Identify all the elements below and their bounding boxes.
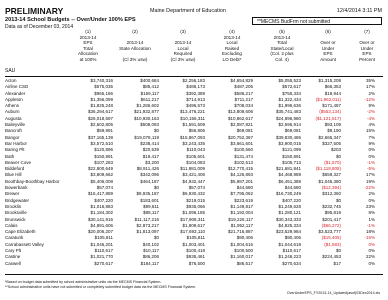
value-cell-col3: $714,913	[186, 96, 205, 102]
value-cell-col1: $1,021,770	[90, 254, 113, 260]
value-cell-col7: 22%	[365, 254, 375, 260]
value-cell-col3: $4,932,447	[182, 178, 205, 184]
sau-name-cell: Cary Plt	[5, 248, 22, 254]
value-cell-col6: $0	[335, 197, 341, 203]
value-cell-col3: $100,418	[186, 248, 205, 254]
value-cell-col2: $183,601	[140, 197, 159, 203]
sau-name-cell: Bowerbank	[5, 185, 28, 191]
value-cell-col5: $44,680	[284, 185, 301, 191]
value-cell-col4: $69,081	[236, 128, 253, 134]
value-cell-col1: $270,617	[94, 260, 113, 266]
value-cell-col3: $17,908,311	[180, 216, 205, 222]
value-cell-col6: $327,505	[322, 140, 341, 146]
value-cell-col5: $755,334	[282, 90, 301, 96]
value-cell-col6: $201,417	[322, 216, 341, 222]
value-cell-col1: $1,046,201	[90, 241, 113, 247]
sau-name-cell: Caratunk	[5, 235, 24, 241]
value-cell-col2: $10,117	[143, 248, 159, 254]
value-cell-col5: $6,451,388	[278, 178, 301, 184]
value-cell-col1: $20,006,207	[87, 229, 113, 235]
sau-name-cell: Carrabassett Valley	[5, 241, 44, 247]
value-cell-col2: $21,932,877	[133, 109, 159, 115]
column-header-line: Local	[226, 40, 238, 46]
value-cell-col6: ($66,272)	[321, 222, 341, 228]
value-cell-col1: $26,018,597	[87, 115, 113, 121]
column-header-4	[208, 29, 256, 63]
value-cell-col7: 0%	[368, 241, 375, 247]
value-cell-col5: $110,617	[282, 248, 301, 254]
value-cell-col6: ($15,405)	[321, 235, 341, 241]
sau-name-cell: Appleton	[5, 96, 23, 102]
value-cell-col7: -2%	[366, 109, 375, 115]
sau-name-cell: Boothbay-Boothbay Harbor	[5, 178, 60, 184]
sau-name-cell: Athens	[5, 103, 20, 109]
column-header-line: Over or	[320, 40, 336, 46]
value-cell-col7: 1%	[368, 216, 375, 222]
value-cell-col7: 9%	[368, 103, 375, 109]
value-cell-col2: $19,417	[142, 153, 159, 159]
sau-name-cell: Brewer	[5, 191, 20, 197]
value-cell-col3: $17,693,110	[180, 229, 205, 235]
value-cell-col4: $1,160,017	[230, 254, 253, 260]
column-header-line: EPS	[362, 51, 372, 57]
value-cell-col6: $1,315,208	[318, 78, 341, 83]
value-cell-col3: $110,043	[186, 147, 205, 153]
sau-name-cell: Biddeford	[5, 166, 25, 172]
value-cell-col2: $1,286,602	[136, 103, 159, 109]
value-cell-col3: $10,156,311	[180, 115, 205, 121]
value-cell-col1: $1,825,248	[90, 103, 113, 109]
column-number: (6)	[325, 29, 331, 34]
value-cell-col7: 0%	[368, 153, 375, 159]
column-header-line: Required	[173, 51, 193, 57]
value-cell-col2: $464,187	[140, 178, 159, 184]
value-cell-col1: $59,891	[96, 128, 113, 134]
value-cell-col6: $203	[330, 147, 341, 153]
value-cell-col7: 2%	[368, 90, 375, 96]
value-cell-col7: -4%	[366, 115, 375, 121]
value-cell-col6: $232,745	[322, 203, 341, 209]
value-cell-col6: ($1,118,808)	[315, 166, 341, 172]
value-cell-col2: $8,935,187	[136, 191, 159, 197]
sau-name-cell: Bridgewater	[5, 197, 30, 203]
column-header-1	[66, 29, 110, 63]
column-number: (4)	[229, 29, 235, 34]
value-cell-col7: -22%	[364, 185, 375, 191]
column-header-line: at 100%	[79, 56, 97, 62]
value-cell-col7: 0%	[368, 260, 375, 266]
value-cell-col3: $2,256,183	[182, 78, 205, 83]
value-cell-col1: $16,417,889	[87, 191, 113, 197]
value-cell-col3: $1,809,617	[182, 222, 205, 228]
value-cell-col2: $20,539	[142, 147, 159, 153]
header-divider	[5, 76, 383, 77]
value-cell-col1: $105,811	[94, 235, 113, 241]
value-cell-col3: $219,015	[186, 197, 205, 203]
department-name: Maine Department of Education	[150, 8, 226, 14]
value-cell-col4: $44,680	[236, 185, 253, 191]
value-cell-col2: $11,117,216	[134, 216, 159, 222]
value-cell-col1: $575,035	[94, 84, 113, 90]
value-cell-col1: $4,891,606	[90, 222, 113, 228]
value-cell-col2: $0	[153, 235, 159, 241]
sau-name-cell: Bangor	[5, 134, 20, 140]
column-header-line: Under	[321, 45, 335, 51]
value-cell-col2: $169,117	[140, 90, 159, 96]
value-cell-col3: $3,243,435	[182, 140, 205, 146]
value-cell-col2: $8,911,426	[136, 166, 159, 172]
value-cell-col7: 0%	[368, 147, 375, 153]
value-cell-col5: $21,681,841	[275, 166, 301, 172]
value-cell-col1: $1,184,302	[90, 210, 113, 216]
value-cell-col4: $20,752,367	[227, 134, 253, 140]
footnote-2: **School administrative units have not submitted or completely submitted budget data via the MECMS Financial System.	[5, 285, 197, 289]
value-cell-col7: 7%	[368, 134, 375, 140]
value-cell-col4: $708,034	[234, 103, 253, 109]
as-of-date: Data as of December 03, 2014	[5, 24, 74, 30]
value-cell-col7: 2%	[368, 191, 375, 197]
value-cell-col7: -1%	[366, 222, 375, 228]
value-cell-col5: $150,891	[282, 153, 301, 159]
value-cell-col5: $35,741,483	[275, 109, 301, 115]
value-cell-col7: 17%	[365, 84, 375, 90]
value-cell-col7: -15%	[364, 235, 375, 241]
mecms-note-box: **MECMS BudFrm not submitted	[252, 17, 382, 25]
value-cell-col2: $85,412	[142, 84, 159, 90]
value-cell-col7: 17%	[365, 172, 375, 178]
value-cell-col5: $1,322,434	[278, 96, 301, 102]
value-cell-col5: $4,468,989	[278, 172, 301, 178]
report-timestamp: 12/4/2014 3:11 PM	[336, 8, 382, 14]
value-cell-col3: $392,389	[186, 90, 205, 96]
value-cell-col5: $1,044,618	[278, 241, 301, 247]
value-cell-col1: $3,809,662	[90, 172, 113, 178]
value-cell-col3: $13,476,221	[179, 109, 205, 115]
value-cell-col1: $150,891	[94, 153, 113, 159]
value-cell-col4: $5,987,201	[230, 178, 253, 184]
footnote-1: *Based on budget data submitted by school administrative units via the MECMS Financial System.	[5, 280, 162, 284]
value-cell-col3: $486,173	[186, 84, 205, 90]
value-cell-col2: $184,117	[140, 260, 159, 266]
value-cell-col3: $1,591,509	[182, 122, 205, 128]
column-header-line: Under	[360, 45, 374, 51]
value-cell-col5: $1,246,223	[278, 254, 301, 260]
value-cell-col4: $86,517	[236, 260, 253, 266]
column-header-line: Amount	[320, 56, 336, 62]
value-cell-col5: $270,634	[282, 260, 301, 266]
report-title: 2013-14 School Budgets -- Over/Under 100% EPS	[5, 17, 136, 23]
value-cell-col3: $3,421,406	[182, 172, 205, 178]
value-cell-col5: $16,730,249	[275, 191, 301, 197]
value-cell-col7: 8%	[368, 210, 375, 216]
file-info: OverUnderEPS_FY2013-14_Updated(asof)03Dec2014.xls	[286, 291, 380, 295]
value-cell-col1: $2,502,805	[90, 122, 113, 128]
column-header-line: LO Debt*	[222, 56, 242, 62]
value-cell-col5: $121,099	[282, 147, 301, 153]
value-cell-col3: $935,066	[186, 203, 205, 209]
sau-name-cell: Airline CSD	[5, 84, 29, 90]
value-cell-col6: ($553,134)	[319, 109, 341, 115]
value-cell-col7: 0%	[368, 197, 375, 203]
value-cell-col5: $1,249,628	[278, 203, 301, 209]
value-cell-col4: $21,716,887	[227, 229, 253, 235]
value-cell-col6: $2,665,347	[318, 134, 341, 140]
column-number: (2)	[132, 29, 138, 34]
value-cell-col1: $120,896	[94, 147, 113, 153]
value-cell-col2: $342,096	[140, 172, 159, 178]
value-cell-col2: $2,873,217	[136, 222, 159, 228]
value-cell-col1: $22,800,649	[87, 166, 113, 172]
value-cell-col5: $407,220	[282, 197, 301, 203]
value-cell-col4: $13,808,606	[227, 109, 253, 115]
value-cell-col3: $6,930,432	[182, 191, 205, 197]
sau-name-cell: Bath	[5, 153, 15, 159]
value-cell-col5: $23,529,984	[275, 229, 301, 235]
value-cell-col6: $17	[333, 260, 341, 266]
sau-name-cell: Augusta	[5, 115, 22, 121]
value-cell-col6: $93,109	[324, 122, 341, 128]
value-cell-col3: $15,867,093	[179, 134, 205, 140]
value-cell-col7: 18%	[365, 229, 375, 235]
sau-name-cell: Brooksville	[5, 210, 27, 216]
column-header-line: 2013-14	[223, 34, 241, 40]
value-cell-col7: -1%	[366, 159, 375, 165]
value-cell-col3: $1,003,401	[182, 241, 205, 247]
value-cell-col1: $3,740,316	[90, 78, 113, 83]
value-cell-col4: $1,004,516	[230, 241, 253, 247]
value-cell-col2: $10,930,163	[133, 115, 159, 121]
value-cell-col4: $223,619	[234, 197, 253, 203]
value-cell-col4: $1,192,004	[230, 210, 253, 216]
sau-name-cell: Blue Hill	[5, 172, 22, 178]
value-cell-col6: $1,045,380	[318, 178, 341, 184]
value-cell-col2: $86,206	[142, 254, 159, 260]
value-cell-col1: $37,165,139	[87, 134, 113, 140]
value-cell-col6: ($12,394)	[321, 185, 341, 191]
column-header-line: 2013-14	[79, 34, 97, 40]
value-cell-col4: $3,661,601	[230, 140, 253, 146]
column-header-line: 2013-14	[126, 40, 144, 46]
value-cell-col3: $11,981,009	[180, 166, 205, 172]
value-cell-col4: $100,500	[234, 248, 253, 254]
value-cell-col1: $965,186	[94, 90, 113, 96]
value-cell-col2: $508,093	[140, 122, 159, 128]
column-header-line: (Cl 3% usw)	[122, 56, 148, 62]
value-cell-col6: ($1,583)	[324, 241, 341, 247]
value-cell-col1: $1,356,099	[90, 96, 113, 102]
value-cell-col3: $105,811	[186, 235, 205, 241]
column-number: (5)	[279, 29, 285, 34]
value-cell-col3: $496,573	[186, 103, 205, 109]
value-cell-col1: $3,572,510	[90, 140, 113, 146]
sau-name-cell: Alexander	[5, 90, 26, 96]
value-cell-col5: $39,830,486	[275, 134, 301, 140]
value-cell-col3: $76,500	[188, 260, 205, 266]
value-cell-col5: $1,996,636	[278, 103, 301, 109]
value-cell-col4: $4,654,829	[230, 78, 253, 83]
sau-name-cell: Baileyville	[5, 122, 26, 128]
column-header-5	[258, 29, 306, 63]
value-cell-col4: $4,126,893	[230, 172, 253, 178]
value-cell-col4: $12,770,415	[227, 166, 253, 172]
value-cell-col1: $5,406,008	[90, 178, 113, 184]
value-cell-col5: $3,900,015	[278, 140, 301, 146]
value-cell-col6: $3,523,777	[318, 229, 341, 235]
column-header-line: Allocation	[78, 51, 98, 57]
column-number: (3)	[180, 29, 186, 34]
sau-name-cell: Beaver Cove	[5, 159, 32, 165]
value-cell-col5: $572,617	[282, 84, 301, 90]
column-header-line: Col. 4)	[275, 56, 289, 62]
value-cell-col2: $99,811	[143, 203, 159, 209]
column-header-line: Percent	[359, 56, 375, 62]
value-cell-col6: $0	[335, 248, 341, 254]
value-cell-col6: $9,190	[327, 128, 341, 134]
value-cell-col1: $57,074	[96, 185, 113, 191]
value-cell-col6: ($1,570)	[324, 159, 341, 165]
value-cell-col7: 9%	[368, 140, 375, 146]
column-header-line: 2013-14	[273, 34, 291, 40]
preliminary-label: PRELIMINARY	[5, 6, 64, 16]
column-header-line: State/Local	[270, 45, 294, 51]
sau-name-cell: Calais	[5, 222, 18, 228]
value-cell-col6: ($1,121,617)	[315, 115, 341, 121]
column-header-line: Total	[83, 45, 93, 51]
column-header-2	[112, 29, 158, 63]
column-header-line: Raised	[224, 45, 240, 51]
value-cell-col4: $10,862,617	[227, 115, 253, 121]
column-header-6	[308, 29, 348, 63]
value-cell-col5: $105,713	[282, 159, 301, 165]
value-cell-col2: $40,102	[142, 241, 159, 247]
value-cell-col6: $66,353	[324, 84, 341, 90]
budget-table-body	[5, 78, 375, 267]
value-cell-col2: $0	[153, 185, 159, 191]
sau-name-cell: Caswell	[5, 260, 21, 266]
value-cell-col2: $611,217	[140, 96, 159, 102]
value-cell-col4: $1,952,117	[230, 222, 253, 228]
sau-name-cell: Bancroft	[5, 128, 22, 134]
value-cell-col4: $90,406	[236, 235, 253, 241]
value-cell-col5: $90,406	[284, 235, 301, 241]
value-cell-col5: $5,055,523	[278, 78, 301, 83]
value-cell-col6: $171,487	[322, 103, 341, 109]
value-cell-col4: $711,217	[234, 96, 253, 102]
column-header-line: (Cl 3% usw)	[170, 56, 196, 62]
value-cell-col7: 15%	[365, 128, 375, 134]
value-cell-col3: $56,806	[188, 128, 205, 134]
budget-table	[5, 78, 375, 267]
sau-name-cell: Acton	[5, 78, 17, 83]
value-cell-col6: $0	[335, 153, 341, 159]
value-cell-col6: $95,819	[324, 210, 341, 216]
value-cell-col1: $30,141,916	[87, 216, 113, 222]
column-number: (7)	[364, 29, 370, 34]
value-cell-col4: $131,474	[234, 153, 253, 159]
value-cell-col6: ($1,962,011)	[315, 96, 341, 102]
column-header-line: 2013-14	[174, 40, 192, 46]
column-header-line: EPS	[83, 40, 93, 46]
value-cell-col1: $36,294,617	[87, 109, 113, 115]
value-cell-col6: $19,944	[324, 90, 341, 96]
value-cell-col2: $400,684	[140, 78, 159, 83]
value-cell-col6: $224,453	[322, 254, 341, 260]
sau-name-cell: Castine	[5, 254, 21, 260]
value-cell-col5: $69,081	[284, 128, 301, 134]
column-header-line: EPS	[323, 51, 333, 57]
value-cell-col4: $487,205	[234, 84, 253, 90]
value-cell-col3: $105,601	[186, 153, 205, 159]
value-cell-col7: 0%	[368, 248, 375, 254]
sau-name-cell: Brunswick	[5, 216, 26, 222]
value-cell-col5: $2,595,914	[278, 122, 301, 128]
value-cell-col5: $4,825,334	[278, 222, 301, 228]
value-cell-col3: $1,096,185	[182, 210, 205, 216]
table-row	[5, 261, 375, 267]
value-cell-col1: $407,220	[94, 197, 113, 203]
value-cell-col2: $1,813,097	[136, 229, 159, 235]
value-cell-col2: $0	[153, 128, 159, 134]
value-cell-col5: $24,896,980	[275, 115, 301, 121]
column-header-3	[160, 29, 206, 63]
value-cell-col5: $30,343,333	[275, 216, 301, 222]
value-cell-col4: $19,226,117	[228, 216, 253, 222]
value-cell-col7: -5%	[366, 166, 375, 172]
sau-name-cell: Cape Elizabeth	[5, 229, 36, 235]
value-cell-col7: 35%	[365, 78, 375, 83]
sau-name-cell: Auburn	[5, 109, 20, 115]
value-cell-col5: $1,280,121	[278, 210, 301, 216]
value-cell-col2: $3,200	[145, 159, 159, 165]
value-cell-col2: $88,117	[143, 210, 159, 216]
column-number: (1)	[85, 29, 91, 34]
value-cell-col7: 19%	[365, 178, 375, 184]
value-cell-col7: -12%	[364, 96, 375, 102]
column-header-line: (Col. 2 plus	[270, 51, 294, 57]
value-cell-col4: $1,149,817	[230, 203, 253, 209]
column-header-line: Local	[177, 45, 189, 51]
value-cell-col7: 4%	[368, 122, 375, 128]
column-header-line: Over or	[359, 40, 375, 46]
value-cell-col7: 23%	[365, 203, 375, 209]
sau-name-cell: Brooklin	[5, 203, 22, 209]
value-cell-col3: $57,074	[188, 185, 205, 191]
value-cell-col4: $2,087,821	[230, 122, 253, 128]
value-cell-col4: $7,795,062	[230, 191, 253, 197]
column-header-line: Total	[277, 40, 287, 46]
sau-label: SAU	[5, 68, 16, 74]
value-cell-col6: $659,327	[322, 172, 341, 178]
sau-name-cell: Bar Harbor	[5, 140, 28, 146]
column-header-7	[350, 29, 384, 63]
value-cell-col4: $586,217	[234, 90, 253, 96]
value-cell-col1: $110,617	[94, 248, 113, 254]
column-header-line: State Allocation	[119, 45, 151, 51]
sau-name-cell: Baring Plt	[5, 147, 25, 153]
value-cell-col2: $238,414	[140, 140, 159, 146]
value-cell-col6: $312,360	[322, 191, 341, 197]
column-header-line: Excluding	[222, 51, 242, 57]
value-cell-col1: $1,016,883	[90, 203, 113, 209]
value-cell-col3: $104,083	[186, 159, 205, 165]
footer-divider	[5, 274, 383, 275]
value-cell-col4: $100,560	[234, 147, 253, 153]
value-cell-col1: $107,283	[94, 159, 113, 165]
value-cell-col3: $935,461	[186, 254, 205, 260]
value-cell-col2: $19,078,119	[134, 134, 159, 140]
value-cell-col4: $102,513	[234, 159, 253, 165]
